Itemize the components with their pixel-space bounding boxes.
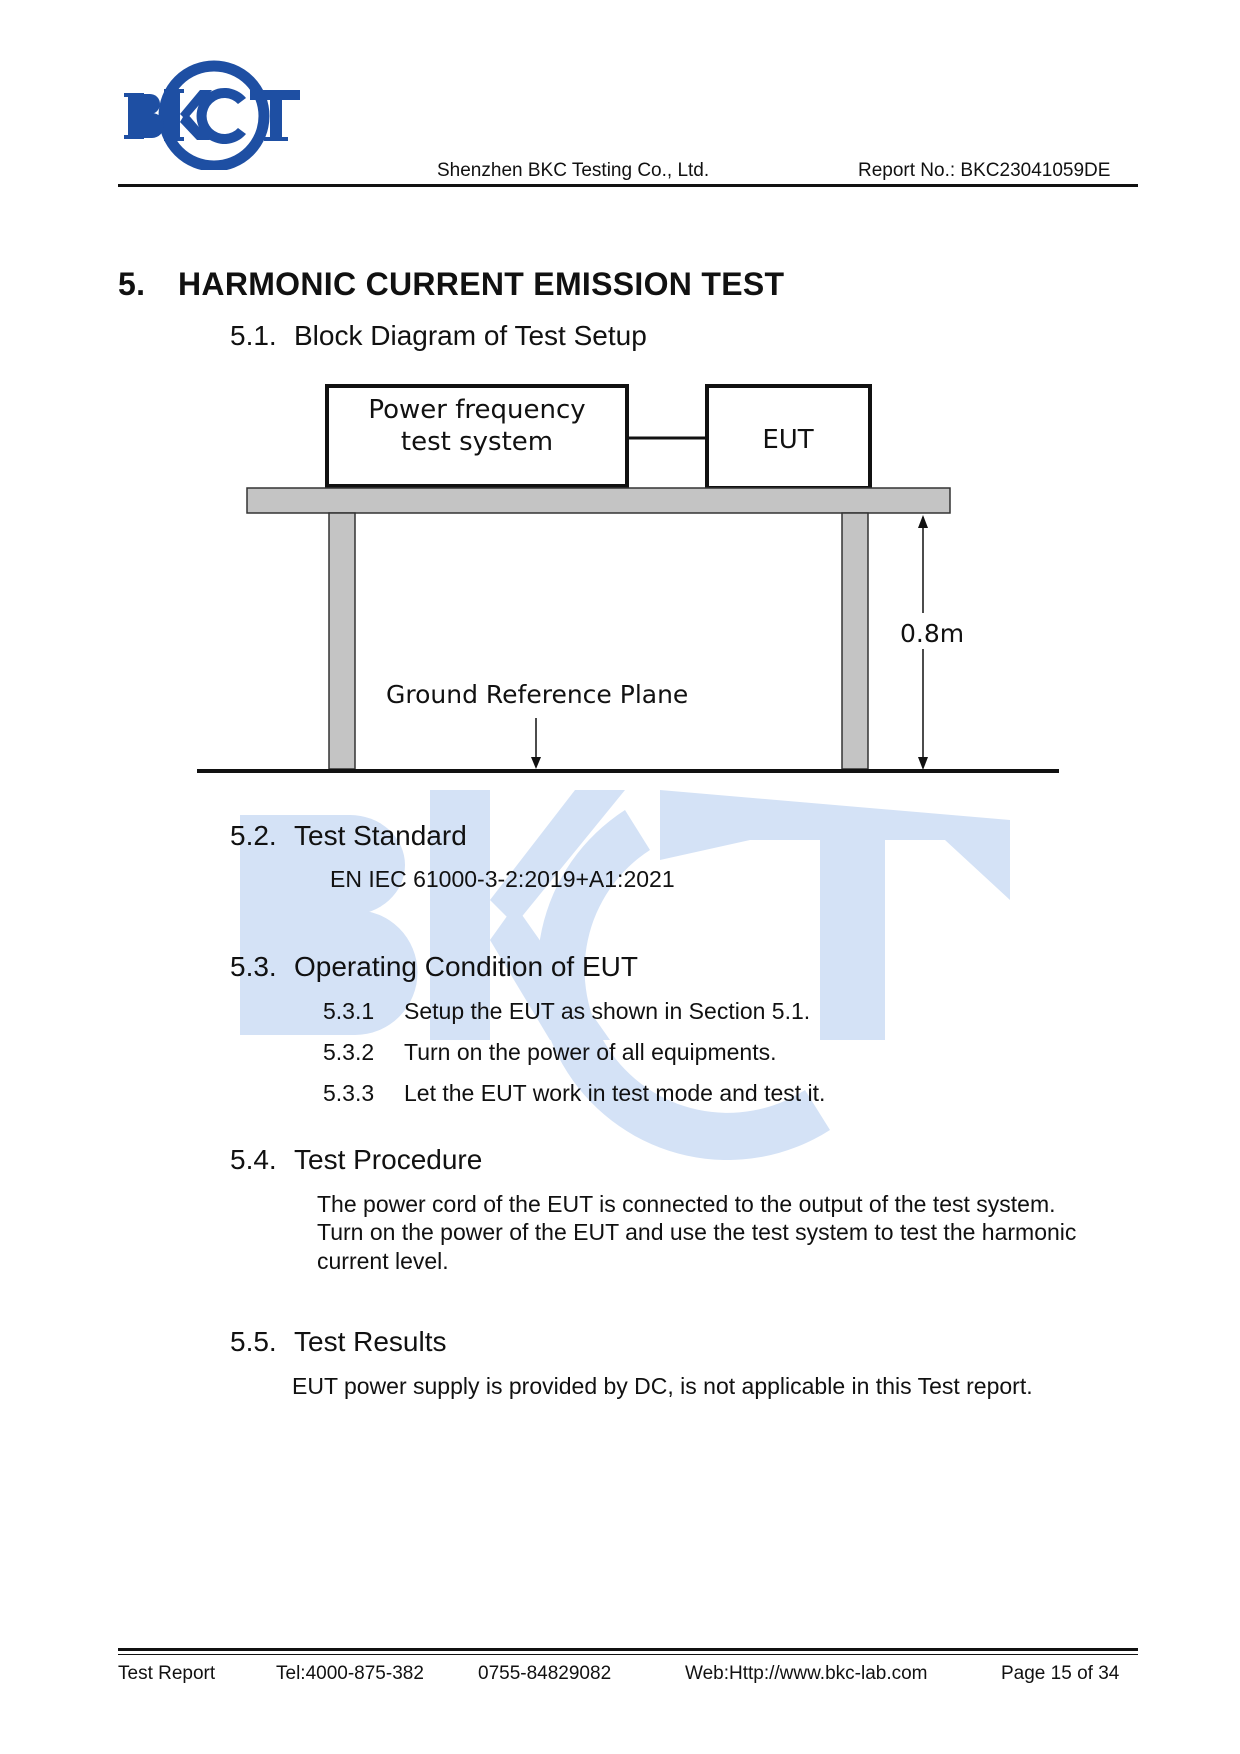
height-arrow-bottom — [918, 757, 928, 770]
test-setup-diagram — [190, 380, 1070, 780]
section-title: HARMONIC CURRENT EMISSION TEST — [178, 266, 785, 302]
heading-5-4 — [230, 1144, 482, 1176]
report-number: Report No.: BKC23041059DE — [858, 160, 1111, 181]
heading-5-4-title: Test Procedure — [294, 1144, 483, 1175]
list-item-text: Turn on the power of all equipments. — [404, 1039, 777, 1065]
heading-5-5-number: 5.5. — [230, 1326, 277, 1357]
heading-5-4-number: 5.4. — [230, 1144, 277, 1175]
heading-5-3-title: Operating Condition of EUT — [294, 951, 638, 982]
footer-rule-bottom — [118, 1654, 1138, 1655]
heading-5-1-number: 5.1. — [230, 320, 277, 351]
heading-5-2-title: Test Standard — [294, 820, 467, 851]
power-frequency-label-2: test system — [400, 427, 554, 457]
procedure-line-1: The power cord of the EUT is connected to the output of the test system. — [317, 1191, 1056, 1217]
section-number: 5. — [118, 266, 146, 302]
table-leg-right — [842, 513, 868, 769]
footer-web: Web:Http://www.bkc-lab.com — [685, 1663, 928, 1684]
heading-5-5 — [230, 1326, 447, 1358]
table-leg-left — [329, 513, 355, 769]
list-item-number: 5.3.1 — [323, 998, 375, 1024]
section-heading — [118, 266, 784, 303]
ground-reference-label: Ground Reference Plane — [386, 680, 689, 709]
table-top — [247, 488, 950, 513]
test-standard-value: EN IEC 61000-3-2:2019+A1:2021 — [330, 866, 675, 892]
heading-5-1-title: Block Diagram of Test Setup — [294, 320, 647, 351]
test-results-text: EUT power supply is provided by DC, is not applicable in this Test report. — [292, 1373, 1033, 1399]
heading-5-2-number: 5.2. — [230, 820, 277, 851]
footer-rule-top — [118, 1648, 1138, 1651]
heading-5-2 — [230, 820, 467, 852]
header-rule — [118, 184, 1138, 187]
heading-5-5-title: Test Results — [294, 1326, 447, 1357]
procedure-line-3: current level. — [317, 1248, 449, 1274]
list-item-number: 5.3.2 — [323, 1039, 375, 1065]
list-item — [323, 1079, 825, 1107]
eut-label: EUT — [762, 425, 814, 455]
list-item-text: Let the EUT work in test mode and test it. — [404, 1080, 826, 1106]
list-item-number: 5.3.3 — [323, 1080, 375, 1106]
list-item-text: Setup the EUT as shown in Section 5.1. — [404, 998, 811, 1024]
footer-label: Test Report — [118, 1663, 216, 1684]
company-name: Shenzhen BKC Testing Co., Ltd. — [437, 160, 710, 181]
heading-5-1 — [230, 320, 647, 352]
footer-tel: Tel:4000-875-382 — [276, 1663, 424, 1684]
height-arrow-top — [918, 515, 928, 528]
list-item — [323, 997, 810, 1025]
footer-phone: 0755-84829082 — [478, 1663, 612, 1684]
list-item — [323, 1038, 776, 1066]
procedure-line-2: Turn on the power of the EUT and use the test system to test the harmonic — [317, 1219, 1077, 1245]
heading-5-3 — [230, 951, 638, 983]
page-number: Page 15 of 34 — [1001, 1663, 1120, 1684]
height-label: 0.8m — [900, 619, 965, 648]
ground-arrow-head — [531, 757, 541, 769]
bkct-logo — [124, 60, 302, 170]
power-frequency-label-1: Power frequency — [368, 395, 586, 425]
heading-5-3-number: 5.3. — [230, 951, 277, 982]
